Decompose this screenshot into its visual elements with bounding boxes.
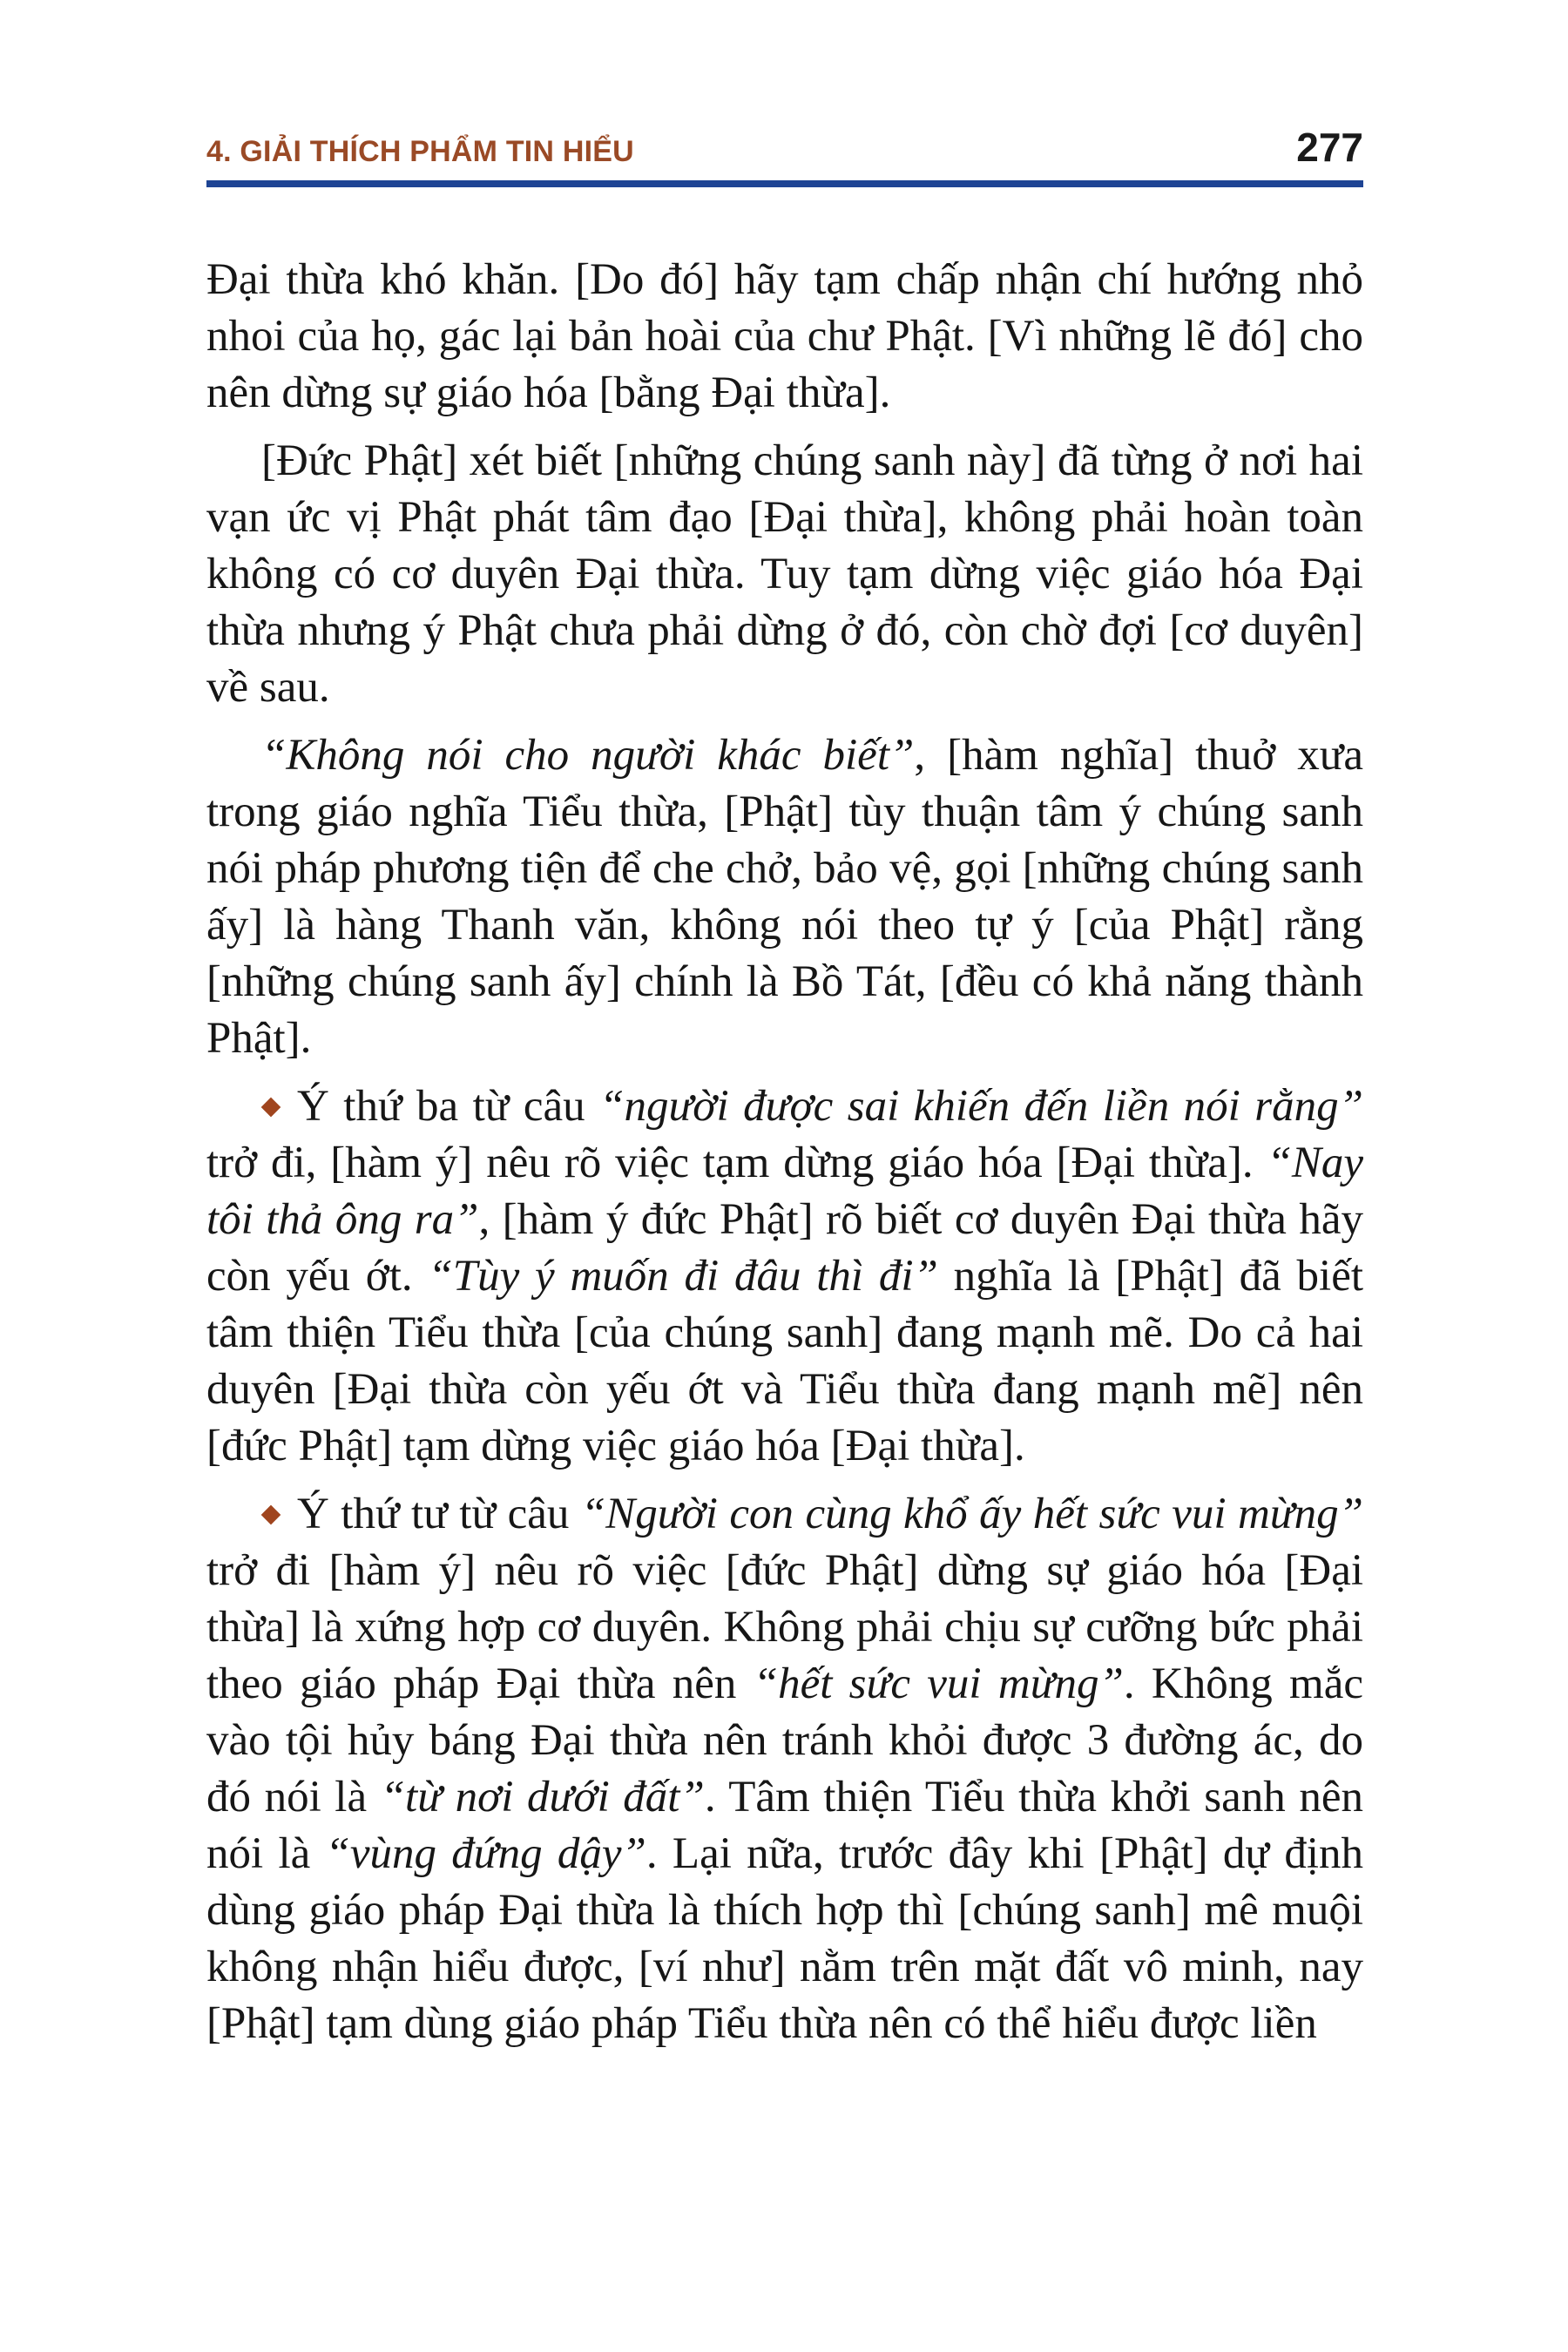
body-text: nghĩa là [Phật] đã biết tâm thiện Tiểu thừa [của chúng sanh] đang mạnh mẽ. Do cả hai duyên [Đại thừa còn yếu ớt và Tiểu thừa đang mạnh mẽ] nên [đức Phật] tạm dừng việc giáo hóa [Đại thừa]. [206, 1252, 1364, 1470]
quoted-italic-text: “Không nói cho người khác biết” [261, 731, 915, 780]
body-text: . Lại nữa, trước đây khi [Phật] dự định dùng giáo pháp Đại thừa là thích hợp thì [chúng sanh] mê muội không nhận hiểu được, [ví như] nằm trên mặt đất vô minh, nay [Phật] tạm dùng giáo pháp Tiểu thừa nên có thể hiểu được liền [206, 1829, 1363, 2048]
body-text: . Tâm thiện Tiểu thừa khởi sanh nên nói là [206, 1773, 1363, 1878]
bullet-paragraph [206, 1486, 1363, 2052]
bullet-paragraph [206, 1078, 1363, 1475]
diamond-bullet-icon [261, 1505, 281, 1525]
quoted-italic-text: “Người con cùng khổ ấy hết sức vui mừng” [580, 1490, 1363, 1538]
body-text: trở đi, [hàm ý] nêu rõ việc tạm dừng giáo hóa [Đại thừa]. [206, 1139, 1267, 1187]
body-text: Đại thừa khó khăn. [Do đó] hãy tạm chấp nhận chí hướng nhỏ nhoi của họ, gác lại bản hoài của chư Phật. [Vì những lẽ đó] cho nên dừng sự giáo hóa [bằng Đại thừa]. [206, 255, 1363, 417]
body-text: , [hàm nghĩa] thuở xưa trong giáo nghĩa Tiểu thừa, [Phật] tùy thuận tâm ý chúng sanh nói pháp phương tiện để che chở, bảo vệ, gọi [những chúng sanh ấy] là hàng Thanh văn, không nói theo tự ý [của Phật] rằng [những chúng sanh ấy] chính là Bồ Tát, [đều có khả năng thành Phật]. [206, 731, 1363, 1063]
paragraph [206, 433, 1363, 716]
diamond-bullet-icon [261, 1098, 281, 1118]
quoted-italic-text: “người được sai khiến đến liền nói rằng” [599, 1082, 1363, 1131]
quoted-italic-text: “Tùy ý muốn đi đâu thì đi” [428, 1252, 938, 1301]
body-text: Ý thứ ba từ câu [297, 1082, 600, 1131]
paragraph [206, 727, 1363, 1067]
quoted-italic-text: “vùng đứng dậy” [325, 1829, 646, 1878]
quoted-italic-text: “Nay tôi thả ông ra” [206, 1139, 1363, 1244]
paragraph [206, 252, 1363, 422]
page-number: 277 [1296, 125, 1363, 170]
header-rule [206, 180, 1363, 187]
body-text: trở đi [hàm ý] nêu rõ việc [đức Phật] dừng sự giáo hóa [Đại thừa] là xứng hợp cơ duyên. Không phải chịu sự cưỡng bức phải theo giáo pháp Đại thừa nên [206, 1546, 1363, 1708]
page-content [206, 127, 1363, 2052]
running-header [206, 127, 1363, 169]
body-text: Ý thứ tư từ câu [297, 1490, 581, 1538]
quoted-italic-text: “từ nơi dưới đất” [380, 1773, 705, 1821]
section-title: 4. GIẢI THÍCH PHẨM TIN HIỂU [206, 135, 634, 168]
body-text: [Đức Phật] xét biết [những chúng sanh này] đã từng ở nơi hai vạn ức vị Phật phát tâm đạo [Đại thừa], không phải hoàn toàn không có cơ duyên Đại thừa. Tuy tạm dừng việc giáo hóa Đại thừa nhưng ý Phật chưa phải dừng ở đó, còn chờ đợi [cơ duyên] về sau. [206, 436, 1363, 712]
body-text: . Không mắc vào tội hủy báng Đại thừa nên tránh khỏi được 3 đường ác, do đó nói là [206, 1659, 1363, 1821]
page-body [206, 252, 1363, 2052]
quoted-italic-text: “hết sức vui mừng” [753, 1659, 1124, 1708]
body-text: , [hàm ý đức Phật] rõ biết cơ duyên Đại thừa hãy còn yếu ớt. [206, 1195, 1363, 1301]
